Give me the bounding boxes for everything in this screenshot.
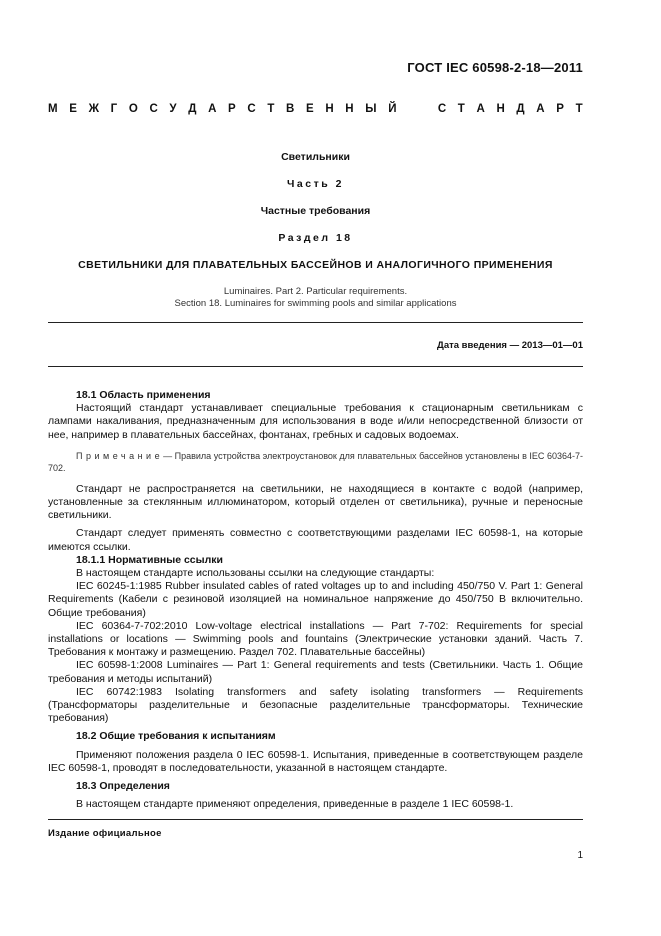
heading-letter: М xyxy=(48,103,58,115)
heading-letter xyxy=(408,103,411,115)
paragraph: Применяют положения раздела 0 IEC 60598-1. Испытания, приведенные в соответствующем разделе IEC 60598-1, проводят в последовательности, указанной в настоящем стандарте. xyxy=(48,748,583,774)
heading-letter: О xyxy=(128,103,138,115)
page-number: 1 xyxy=(577,850,583,861)
heading-letter: Ж xyxy=(88,103,99,115)
edition-label: Издание официальное xyxy=(48,828,162,839)
note-text: — Правила устройства электроустановок для плавательных бассейнов установлены в IEC 60364-7-702. xyxy=(48,450,583,473)
title-line-1: Светильники xyxy=(281,151,350,163)
divider xyxy=(48,366,583,367)
heading-letter: Ы xyxy=(365,103,377,115)
section-heading: 18.1 Область применения xyxy=(76,389,211,401)
reference-item: IEC 60364-7-702:2010 Low-voltage electrical installations — Part 7-702: Requirements for special installations or locations — Swimming pools and fountains (Электрические установки зданий. Часть 7. Требования к монтажу и размещению. Раздел 702. Плавательные бассейны) xyxy=(48,619,583,659)
divider xyxy=(48,819,583,820)
heading-letter: Н xyxy=(496,103,505,115)
reference-item: IEC 60742:1983 Isolating transformers and safety isolating transformers — Requirements (Трансформаторы разделительные и безопасные разделительные трансформаторы. Технические требования) xyxy=(48,685,583,725)
heading-letter: А xyxy=(476,103,485,115)
title-section: Раздел 18 xyxy=(278,232,353,244)
heading-letter: В xyxy=(286,103,295,115)
paragraph: В настоящем стандарте применяют определения, приведенные в разделе 1 IEC 60598-1. xyxy=(76,798,514,811)
document-body xyxy=(48,389,583,811)
section-heading: 18.2 Общие требования к испытаниям xyxy=(76,730,276,743)
heading-letter: Р xyxy=(556,103,564,115)
title-line-3: Частные требования xyxy=(260,205,371,217)
subsection-heading: 18.1.1 Нормативные ссылки xyxy=(76,553,223,566)
heading-letter: Т xyxy=(457,103,465,115)
heading-letter: С xyxy=(437,103,447,115)
heading-letter: Н xyxy=(325,103,334,115)
heading-letter: С xyxy=(149,103,158,115)
heading-letter: У xyxy=(169,103,177,115)
heading-letter: Г xyxy=(110,103,118,115)
title-main: СВЕТИЛЬНИКИ ДЛЯ ПЛАВАТЕЛЬНЫХ БАССЕЙНОВ И АНАЛОГИЧНОГО ПРИМЕНЕНИЯ xyxy=(78,259,553,271)
heading-letter: Е xyxy=(306,103,314,115)
paragraph: В настоящем стандарте использованы ссылки на следующие стандарты: xyxy=(76,567,435,580)
note xyxy=(48,450,583,474)
note-label: Примечание xyxy=(76,450,164,461)
heading-letter: С xyxy=(247,103,256,115)
heading-letter xyxy=(423,103,426,115)
heading-letter: Й xyxy=(388,103,397,115)
reference-item: IEC 60245-1:1985 Rubber insulated cables of rated voltages up to and including 450/750 V. Part 1: General Requirements (Кабели с резиновой изоляцией на номинальное напряжение до 450/750 В включительно. Общие требования) xyxy=(48,580,583,619)
introduction-date: Дата введения — 2013—01—01 xyxy=(437,340,583,351)
paragraph: Стандарт не распространяется на светильники, не находящиеся в контакте с водой (например, установленные за стеклянным иллюминатором, который отделен от светильника), ручные и переносные светильники. xyxy=(48,482,583,522)
heading-letter: Н xyxy=(345,103,354,115)
title-english-line-1: Luminaires. Part 2. Particular requirements. xyxy=(223,286,408,297)
interstate-standard-heading xyxy=(48,103,583,115)
paragraph: Стандарт следует применять совместно с соответствующими разделами IEC 60598-1, на которые имеются ссылки. xyxy=(48,527,583,553)
heading-letter: Р xyxy=(228,103,236,115)
title-part: Часть 2 xyxy=(287,178,344,190)
heading-letter: Д xyxy=(188,103,197,115)
heading-letter: Т xyxy=(267,103,275,115)
standard-code: ГОСТ IEC 60598-2-18—2011 xyxy=(407,60,583,75)
heading-letter: Т xyxy=(575,103,583,115)
paragraph: Настоящий стандарт устанавливает специальные требования к стационарным светильникам с лампами накаливания, предназначенным для использования в воде и/или непосредственной близости от нее, например в плавательных бассейнах, фонтанах, гребных и садовых водоемах. xyxy=(48,402,583,441)
title-english xyxy=(48,286,583,310)
reference-item: IEC 60598-1:2008 Luminaires — Part 1: General requirements and tests (Светильники. Часть 1. Общие требования и методы испытаний) xyxy=(48,659,583,685)
divider xyxy=(48,322,583,323)
heading-letter: Е xyxy=(69,103,77,115)
section-heading: 18.3 Определения xyxy=(76,780,170,793)
heading-letter: А xyxy=(208,103,217,115)
title-english-line-2: Section 18. Luminaires for swimming pools and similar applications xyxy=(174,298,457,309)
heading-letter: Д xyxy=(516,103,525,115)
heading-letter: А xyxy=(536,103,545,115)
